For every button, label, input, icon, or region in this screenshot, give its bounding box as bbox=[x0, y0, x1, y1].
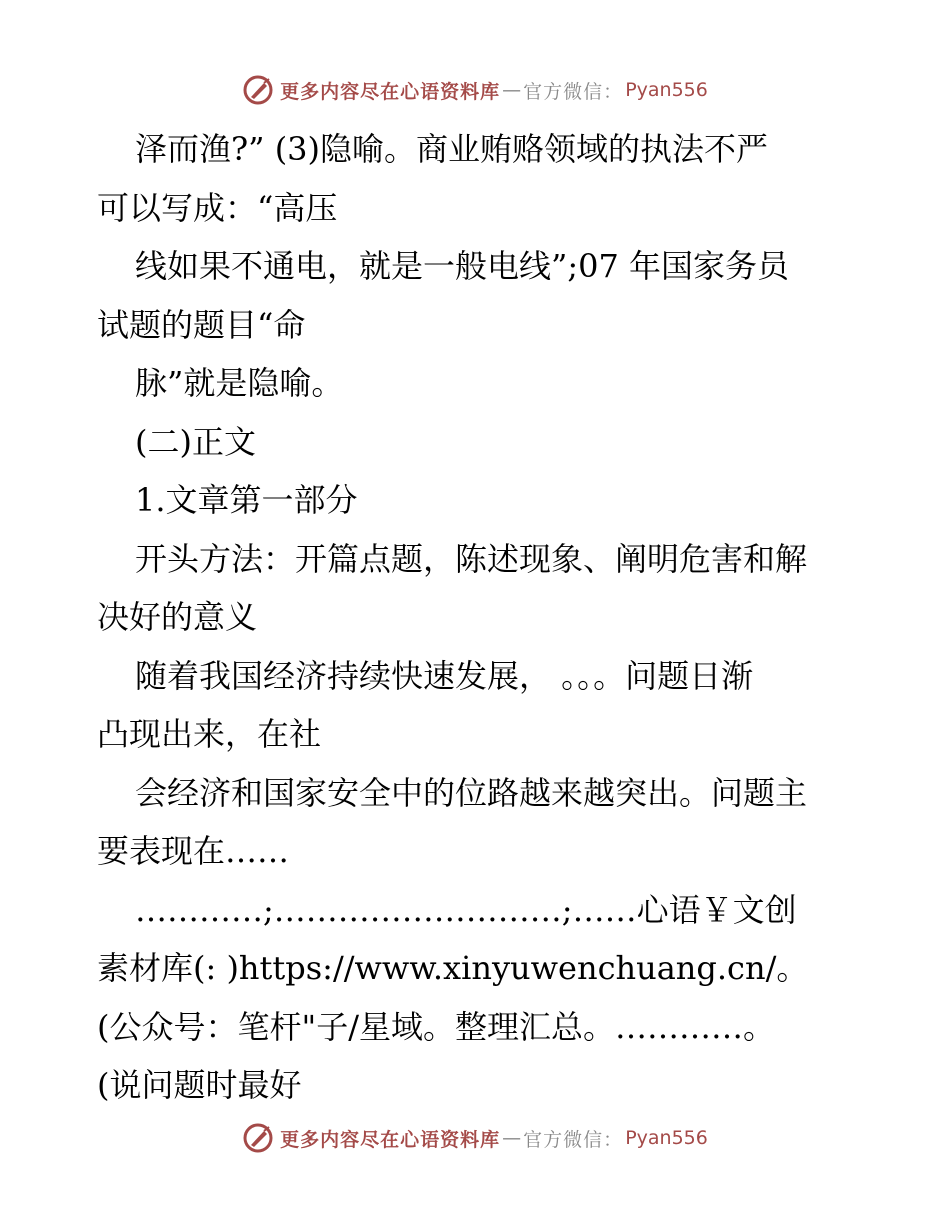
banner-wechat-id: Pyan556 bbox=[625, 1127, 708, 1149]
text-line: 决好的意义 bbox=[97, 598, 258, 636]
text-line: 脉”就是隐喻。 bbox=[135, 364, 344, 402]
banner-dash: — bbox=[502, 79, 522, 101]
banner-text: 更多内容尽在心语资料库 bbox=[280, 80, 501, 103]
text-line: 要表现在…… bbox=[97, 832, 290, 870]
banner-wechat-id: Pyan556 bbox=[625, 79, 708, 101]
text-line: …………;………………………;……心语￥文创 bbox=[135, 890, 797, 929]
text-line: (说问题时最好 bbox=[97, 1066, 302, 1104]
text-line: 试题的题目“命 bbox=[97, 305, 306, 344]
text-line: 线如果不通电，就是一般电线”;07 年国家务员 bbox=[135, 247, 790, 285]
text-line: 素材库(: )https://www.xinyuwenchuang.cn/。 bbox=[97, 949, 809, 987]
banner-text: 更多内容尽在心语资料库 bbox=[280, 1128, 501, 1151]
banner-dash: — bbox=[502, 1127, 522, 1149]
text-line: 随着我国经济持续快速发展， 。。。问题日渐 bbox=[135, 656, 754, 695]
text-line: 泽而渔?” (3)隐喻。商业贿赂领域的执法不严 bbox=[135, 130, 769, 168]
document-body bbox=[97, 120, 857, 1115]
footer-banner bbox=[0, 1118, 950, 1158]
text-line: 凸现出来，在社 bbox=[97, 715, 322, 753]
text-line: (二)正文 bbox=[135, 422, 256, 461]
quill-logo-icon bbox=[242, 74, 274, 106]
text-line: 可以写成：“高压 bbox=[97, 188, 338, 227]
quill-logo-icon bbox=[242, 1122, 274, 1154]
text-line: 会经济和国家安全中的位路越来越突出。问题主 bbox=[135, 773, 808, 812]
text-line: 开头方法：开篇点题，陈述现象、阐明危害和解 bbox=[135, 539, 808, 578]
text-line: (公众号：笔杆"子/星域。整理汇总。…………。 bbox=[97, 1007, 775, 1046]
header-banner bbox=[0, 70, 950, 110]
banner-official-label: 官方微信： bbox=[523, 1128, 624, 1151]
text-line: 1.文章第一部分 bbox=[135, 481, 358, 519]
banner-official-label: 官方微信： bbox=[523, 80, 624, 103]
